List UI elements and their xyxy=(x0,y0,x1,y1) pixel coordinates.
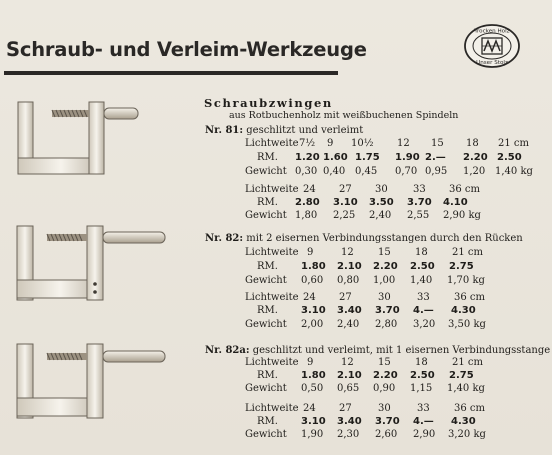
size-cell: 10½ xyxy=(351,138,374,149)
weight-cell: 1,15 xyxy=(410,383,433,394)
size-cell: 30 xyxy=(378,403,391,414)
price-cell: 2.— xyxy=(425,152,446,163)
price-cell: 1.75 xyxy=(355,152,380,163)
size-row xyxy=(245,403,545,415)
row-label: Lichtweite xyxy=(245,184,299,195)
price-cell: 2.20 xyxy=(463,152,488,163)
row-label: RM. xyxy=(257,261,278,272)
size-cell: 27 xyxy=(339,292,352,303)
size-cell: 33 xyxy=(413,184,426,195)
price-cell: 3.40 xyxy=(337,305,362,316)
price-cell: 4.30 xyxy=(451,305,476,316)
weight-cell: 2,00 xyxy=(301,319,324,330)
price-cell: 3.10 xyxy=(301,416,326,427)
row-label: Gewicht xyxy=(245,383,287,394)
weight-cell: 0,30 xyxy=(295,166,318,177)
weight-cell: 3,20 xyxy=(413,319,436,330)
weight-cell: 2,30 xyxy=(337,429,360,440)
price-cell: 2.20 xyxy=(373,261,398,272)
price-row xyxy=(245,370,545,382)
product-number: Nr. 81: xyxy=(205,125,244,136)
size-cell: 30 xyxy=(375,184,388,195)
row-label: RM. xyxy=(257,305,278,316)
size-row xyxy=(245,184,545,196)
weight-cell: 2,90 xyxy=(413,429,436,440)
size-cell: 24 xyxy=(303,403,316,414)
size-cell: 12 xyxy=(397,138,410,149)
price-cell: 1.80 xyxy=(301,261,326,272)
size-cell: 12 xyxy=(341,247,354,258)
price-cell: 2.10 xyxy=(337,370,362,381)
price-cell: 3.40 xyxy=(337,416,362,427)
weight-cell: 0,80 xyxy=(337,275,360,286)
product-description: geschlitzt und verleimt xyxy=(246,125,364,136)
size-cell: 9 xyxy=(327,138,334,149)
trocken-holz-stamp-icon xyxy=(463,23,521,69)
weight-cell: 2,40 xyxy=(369,210,392,221)
weight-cell: 2,40 xyxy=(337,319,360,330)
weight-cell: 1,70 kg xyxy=(447,275,485,286)
section-title: Schraubzwingen xyxy=(204,96,333,110)
price-cell: 3.70 xyxy=(407,197,432,208)
clamp-82a-illustration xyxy=(12,340,170,422)
size-cell: 21 cm xyxy=(452,357,483,368)
price-cell: 2.75 xyxy=(449,261,474,272)
price-cell: 4.— xyxy=(413,305,434,316)
weight-cell: 2,60 xyxy=(375,429,398,440)
row-label: Lichtweite xyxy=(245,138,299,149)
price-cell: 2.50 xyxy=(410,261,435,272)
size-cell: 27 xyxy=(339,403,352,414)
weight-cell: 2,80 xyxy=(375,319,398,330)
price-cell: 4.10 xyxy=(443,197,468,208)
row-label: Gewicht xyxy=(245,166,287,177)
size-cell: 24 xyxy=(303,184,316,195)
weight-cell: 0,70 xyxy=(395,166,418,177)
size-cell: 24 xyxy=(303,292,316,303)
size-cell: 9 xyxy=(307,357,314,368)
weight-row xyxy=(245,383,545,395)
price-cell: 2.75 xyxy=(449,370,474,381)
weight-cell: 3,50 kg xyxy=(448,319,486,330)
clamp-82-illustration xyxy=(12,222,170,304)
price-cell: 3.70 xyxy=(375,416,400,427)
size-cell: 18 xyxy=(415,357,428,368)
size-cell: 30 xyxy=(378,292,391,303)
size-cell: 36 cm xyxy=(449,184,480,195)
product-description: mit 2 eisernen Verbindungsstangen durch den Rücken xyxy=(246,233,523,244)
stamp-top-text: Trocken Holz xyxy=(474,28,510,35)
size-cell: 9 xyxy=(307,247,314,258)
price-row xyxy=(245,416,545,428)
weight-cell: 0,65 xyxy=(337,383,360,394)
size-cell: 36 cm xyxy=(454,403,485,414)
size-row xyxy=(245,138,545,150)
price-cell: 2.80 xyxy=(295,197,320,208)
size-row xyxy=(245,357,545,369)
weight-row xyxy=(245,275,545,287)
row-label: RM. xyxy=(257,152,278,163)
section-subtitle: aus Rotbuchenholz mit weißbuchenen Spindeln xyxy=(229,110,459,121)
row-label: Lichtweite xyxy=(245,357,299,368)
price-cell: 4.— xyxy=(413,416,434,427)
weight-cell: 2,25 xyxy=(333,210,356,221)
price-cell: 3.10 xyxy=(333,197,358,208)
row-label: Lichtweite xyxy=(245,292,299,303)
weight-cell: 0,90 xyxy=(373,383,396,394)
size-cell: 27 xyxy=(339,184,352,195)
product-number: Nr. 82a: xyxy=(205,345,250,356)
title-underline xyxy=(4,71,338,75)
size-cell: 15 xyxy=(431,138,444,149)
row-label: Gewicht xyxy=(245,275,287,286)
price-cell: 3.70 xyxy=(375,305,400,316)
clamp-81-illustration xyxy=(12,96,140,180)
size-cell: 18 xyxy=(415,247,428,258)
size-cell: 21 cm xyxy=(452,247,483,258)
size-cell: 33 xyxy=(417,292,430,303)
price-cell: 1.90 xyxy=(395,152,420,163)
price-cell: 2.10 xyxy=(337,261,362,272)
size-cell: 33 xyxy=(417,403,430,414)
product-heading-82a xyxy=(205,345,550,356)
price-row xyxy=(245,261,545,273)
size-cell: 18 xyxy=(466,138,479,149)
size-cell: 36 cm xyxy=(454,292,485,303)
price-cell: 4.30 xyxy=(451,416,476,427)
weight-row xyxy=(245,429,545,441)
weight-cell: 1,40 kg xyxy=(495,166,533,177)
size-cell: 12 xyxy=(341,357,354,368)
size-cell: 15 xyxy=(378,357,391,368)
weight-cell: 1,80 xyxy=(295,210,318,221)
weight-cell: 0,95 xyxy=(425,166,448,177)
size-row xyxy=(245,292,545,304)
row-label: RM. xyxy=(257,197,278,208)
row-label: RM. xyxy=(257,370,278,381)
weight-cell: 0,40 xyxy=(323,166,346,177)
weight-cell: 1,40 kg xyxy=(447,383,485,394)
row-label: Gewicht xyxy=(245,429,287,440)
price-row xyxy=(245,197,545,209)
price-cell: 2.50 xyxy=(497,152,522,163)
product-heading-81 xyxy=(205,125,363,136)
price-row xyxy=(245,305,545,317)
weight-cell: 0,45 xyxy=(355,166,378,177)
row-label: RM. xyxy=(257,416,278,427)
weight-row xyxy=(245,166,545,178)
row-label: Gewicht xyxy=(245,210,287,221)
weight-row xyxy=(245,319,545,331)
weight-cell: 1,40 xyxy=(410,275,433,286)
size-cell: 21 cm xyxy=(498,138,529,149)
stamp-bottom-text: Unser Stolz xyxy=(476,60,508,66)
price-cell: 1.80 xyxy=(301,370,326,381)
product-description: geschlitzt und verleimt, mit 1 eisernen Verbindungsstange xyxy=(252,345,551,356)
price-cell: 3.50 xyxy=(369,197,394,208)
row-label: Lichtweite xyxy=(245,247,299,258)
price-cell: 1.60 xyxy=(323,152,348,163)
product-heading-82 xyxy=(205,233,523,244)
weight-cell: 2,90 kg xyxy=(443,210,481,221)
weight-cell: 2,55 xyxy=(407,210,430,221)
price-cell: 2.50 xyxy=(410,370,435,381)
size-cell: 15 xyxy=(378,247,391,258)
price-cell: 3.10 xyxy=(301,305,326,316)
weight-cell: 3,20 kg xyxy=(448,429,486,440)
weight-cell: 1,90 xyxy=(301,429,324,440)
size-row xyxy=(245,247,545,259)
weight-cell: 0,60 xyxy=(301,275,324,286)
row-label: Gewicht xyxy=(245,319,287,330)
price-cell: 2.20 xyxy=(373,370,398,381)
row-label: Lichtweite xyxy=(245,403,299,414)
product-number: Nr. 82: xyxy=(205,233,244,244)
size-cell: 7½ xyxy=(299,138,316,149)
weight-cell: 1,20 xyxy=(463,166,486,177)
page-title: Schraub- und Verleim-Werkzeuge xyxy=(6,38,367,61)
price-cell: 1.20 xyxy=(295,152,320,163)
weight-row xyxy=(245,210,545,222)
weight-cell: 1,00 xyxy=(373,275,396,286)
weight-cell: 0,50 xyxy=(301,383,324,394)
price-row xyxy=(245,152,545,164)
